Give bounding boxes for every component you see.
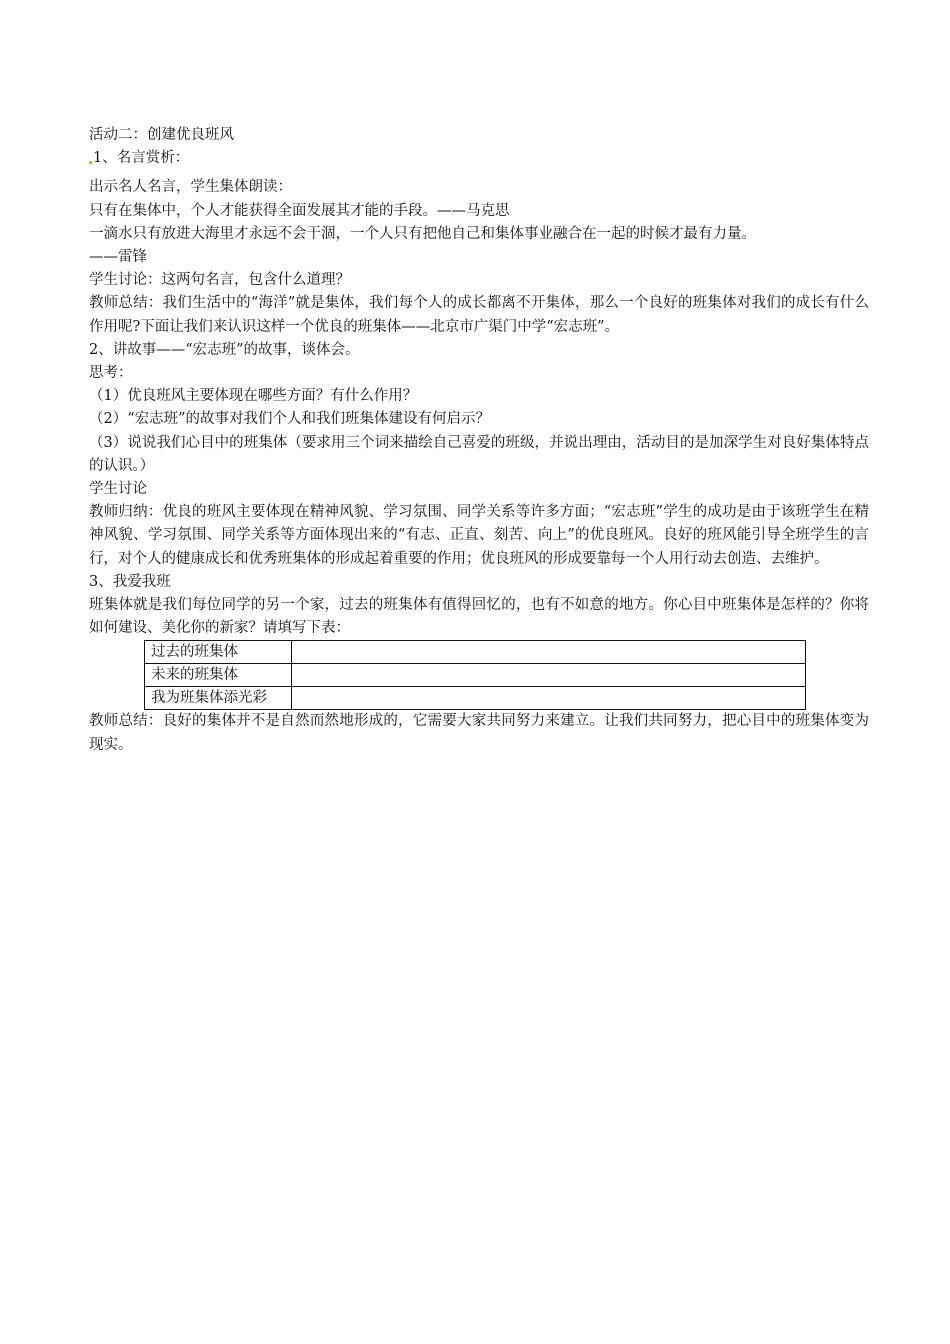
teacher-conclusion: 教师归纳：优良的班风主要体现在精神风貌、学习氛围、同学关系等许多方面；“宏志班”学生的成功是由于该班学生在精神风貌、学习氛围、同学关系等方面体现出来的“有志、正直、刻苦、向上”的优良班风。良好的班风能引导全班学生的言行，对个人的健康成长和优秀班集体的形成起着重要的作用；优良班风的形成要靠每一个人用行动去创造、去维护。 <box>89 504 869 567</box>
table-row <box>145 641 806 664</box>
teacher-final-summary: 教师总结：良好的集体并不是自然而然地形成的，它需要大家共同努力来建立。让我们共同努力，把心目中的班集体变为现实。 <box>89 713 869 753</box>
student-discussion-2: 学生讨论 <box>89 481 147 498</box>
section-1-intro: 出示名人名言，学生集体朗读： <box>89 179 292 196</box>
edit-mark-icon <box>89 161 92 164</box>
question-1: （1）优良班风主要体现在哪些方面？有什么作用？ <box>89 388 418 405</box>
quote-leifeng-author: ——雷锋 <box>89 249 147 266</box>
question-2: （2）“宏志班”的故事对我们个人和我们班集体建设有何启示？ <box>89 411 491 428</box>
table-row <box>145 664 806 687</box>
activity-title: 活动二：创建优良班风 <box>89 127 234 143</box>
student-discussion-1: 学生讨论：这两句名言，包含什么道理？ <box>89 272 350 289</box>
section-1-title <box>89 147 869 170</box>
section-3-title: 3、我爱我班 <box>89 573 171 590</box>
quote-marx: 只有在集体中，个人才能获得全面发展其才能的手段。——马克思 <box>89 202 510 219</box>
quote-leifeng: 一滴水只有放进大海里才永远不会干涸，一个人只有把他自己和集体事业融合在一起的时候才最有力量。 <box>89 225 756 242</box>
table-row-label: 过去的班集体 <box>145 641 292 664</box>
section-2-title: 2、讲故事——“宏志班”的故事，谈体会。 <box>89 341 360 358</box>
table-row-label: 我为班集体添光彩 <box>145 687 292 710</box>
class-collective-table <box>144 640 806 710</box>
table-fill-cell[interactable] <box>292 687 806 710</box>
think-label: 思考： <box>89 365 133 382</box>
table-fill-cell[interactable] <box>292 641 806 664</box>
teacher-summary-1: 教师总结：我们生活中的“海洋”就是集体，我们每个人的成长都离不开集体，那么一个良好的班集体对我们的成长有什么作用呢?下面让我们来认识这样一个优良的班集体——北京市广渠门中学“宏志班”。 <box>89 295 869 335</box>
section-3-text: 班集体就是我们每位同学的另一个家，过去的班集体有值得回忆的，也有不如意的地方。你心目中班集体是怎样的？你将如何建设、美化你的新家？请填写下表： <box>89 597 869 637</box>
table-row <box>145 687 806 710</box>
table-row-label: 未来的班集体 <box>145 664 292 687</box>
table-fill-cell[interactable] <box>292 664 806 687</box>
document-body <box>89 124 869 757</box>
question-3: （3）说说我们心目中的班集体（要求用三个词来描绘自己喜爱的班级，并说出理由，活动目的是加深学生对良好集体特点的认识。） <box>89 434 869 474</box>
section-1-title-text: 1、名言赏析： <box>93 150 190 167</box>
